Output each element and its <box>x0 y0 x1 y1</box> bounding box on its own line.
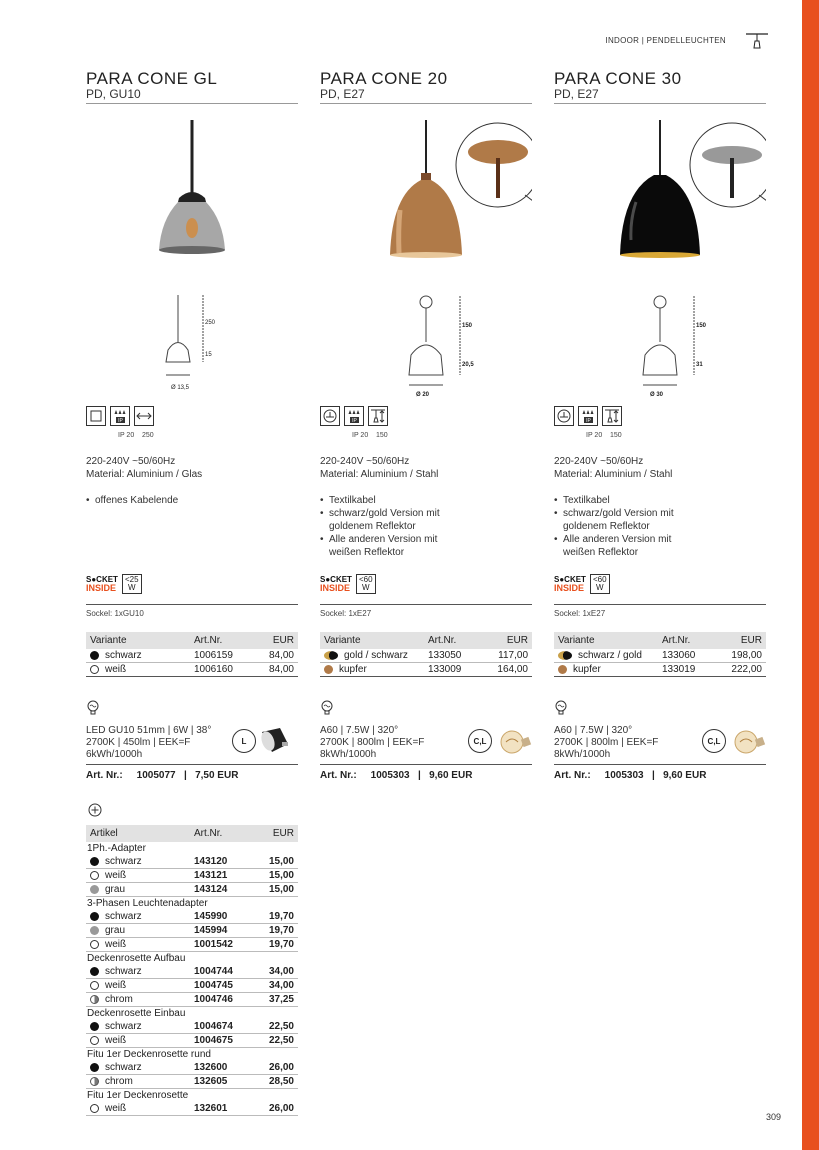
feature-text: Alle anderen Version mit <box>563 534 672 545</box>
feature-text: schwarz/gold Version mit <box>563 508 674 519</box>
bullet-dot <box>554 546 563 559</box>
variant-name: weiß <box>105 664 127 675</box>
cable-length-icon <box>134 406 154 426</box>
variant-name: schwarz / gold <box>578 650 642 661</box>
accessory-artnr: 1004675 <box>194 1035 233 1046</box>
socket-logo-bottom: INSIDE <box>320 583 351 593</box>
variant-table <box>554 632 766 677</box>
socket-inside-mark <box>86 576 118 592</box>
accessory-price: 22,50 <box>268 1035 294 1046</box>
variant-row[interactable] <box>554 649 766 663</box>
accessory-artnr: 132600 <box>194 1062 228 1073</box>
accessory-cell <box>90 980 194 991</box>
product-subtitle: PD, E27 <box>554 87 766 104</box>
variant-row[interactable] <box>554 663 766 677</box>
color-swatch-icon <box>90 665 99 674</box>
accessory-color: weiß <box>105 1103 127 1114</box>
feature-text: Textilkabel <box>329 495 376 506</box>
material-text: Material: Aluminium / Stahl <box>320 469 439 480</box>
bullet-dot: • <box>320 495 324 506</box>
lightbulb-icon <box>86 700 100 716</box>
feature-item <box>320 533 520 546</box>
lamp-line: A60 | 7.5W | 320° <box>554 725 633 736</box>
feature-text: goldenem Reflektor <box>329 521 416 532</box>
svg-text:IP: IP <box>352 418 357 424</box>
accessory-artnr: 1001542 <box>194 939 233 950</box>
color-swatch-icon <box>90 1022 99 1031</box>
material-text: Material: Aluminium / Glas <box>86 469 203 480</box>
accessory-row[interactable] <box>86 869 298 883</box>
color-swatch-icon <box>90 1077 99 1086</box>
variant-artnr: 1006159 <box>194 650 233 661</box>
accessory-row[interactable] <box>86 910 298 924</box>
pendant-lamp-icon <box>746 33 768 49</box>
dimension-drawing <box>320 290 532 400</box>
accessories-table <box>86 825 298 1116</box>
bullet-dot: • <box>554 534 558 545</box>
variant-cell <box>558 650 662 661</box>
col-eur: EUR <box>272 828 294 839</box>
accessory-group-title: Fitu 1er Deckenrosette rund <box>87 1049 211 1060</box>
color-swatch-icon <box>90 1063 99 1072</box>
accessory-artnr: 1004745 <box>194 980 233 991</box>
watt-unit: W <box>127 583 136 592</box>
accessory-row[interactable] <box>86 1102 298 1116</box>
feature-list <box>554 494 754 559</box>
max-watt-value: <60 <box>358 575 373 584</box>
dim-height-label: 250 <box>205 320 216 326</box>
socket-logo-top: S●CKET <box>320 575 352 584</box>
dimmable-badge-icon: C,L <box>468 729 492 753</box>
lamp-line: 8kWh/1000h <box>320 749 377 760</box>
accessory-price: 34,00 <box>268 980 294 991</box>
accessory-group-title: Deckenrosette Einbau <box>87 1008 186 1019</box>
variant-row[interactable] <box>320 663 532 677</box>
color-swatch-icon <box>90 926 99 935</box>
variant-name: schwarz <box>105 650 142 661</box>
socket-inside-logo <box>554 574 610 594</box>
variant-price: 198,00 <box>731 650 762 661</box>
earth-ground-icon <box>554 406 574 426</box>
col-variant: Variante <box>90 635 127 646</box>
variant-cell <box>324 650 428 661</box>
col-article: Artikel <box>90 828 118 839</box>
symbol-labels: IP 20 150 <box>586 432 622 439</box>
lamp-line: 2700K | 800lm | EEK=F <box>554 737 659 748</box>
filament-bulb-image <box>498 724 532 763</box>
color-swatch-icon <box>324 651 338 660</box>
accessory-color: weiß <box>105 1035 127 1046</box>
color-swatch-icon <box>90 940 99 949</box>
ip-rating-icon <box>344 406 364 426</box>
feature-text: schwarz/gold Version mit <box>329 508 440 519</box>
variant-price: 117,00 <box>498 650 528 661</box>
max-watt-value: <60 <box>592 575 607 584</box>
accessory-color: weiß <box>105 980 127 991</box>
lamp-article <box>554 764 766 781</box>
color-swatch-icon <box>90 1104 99 1113</box>
svg-text:IP: IP <box>118 418 123 424</box>
variant-row[interactable] <box>86 663 298 677</box>
specifications <box>86 455 202 481</box>
lamp-line: 2700K | 800lm | EEK=F <box>320 737 425 748</box>
accessory-price: 34,00 <box>268 966 294 977</box>
lamp-line: 6kWh/1000h <box>86 749 143 760</box>
variant-artnr: 133050 <box>428 650 462 661</box>
feature-text: weißen Reflektor <box>329 547 405 558</box>
accessory-group-title: Fitu 1er Deckenrosette <box>87 1090 189 1101</box>
variant-row[interactable] <box>86 649 298 663</box>
accessories-header <box>86 825 298 842</box>
accessory-cell <box>90 994 194 1005</box>
accessory-color: weiß <box>105 870 127 881</box>
accessory-color: schwarz <box>105 1062 142 1073</box>
product-column-2 <box>320 70 532 104</box>
product-column-3 <box>554 70 766 104</box>
variant-table <box>320 632 532 677</box>
color-swatch-icon <box>90 857 99 866</box>
lamp-art-value: 1005303 | 9,60 EUR <box>370 770 473 781</box>
color-swatch-icon <box>90 981 99 990</box>
watt-unit: W <box>595 583 604 592</box>
variant-price: 84,00 <box>268 664 294 675</box>
accessory-color: schwarz <box>105 856 142 867</box>
feature-item <box>554 533 754 546</box>
orange-edge-bar <box>802 0 819 1150</box>
accessory-color: grau <box>105 884 126 895</box>
bullet-dot: • <box>86 495 90 506</box>
feature-list <box>86 494 286 507</box>
max-watt-box <box>356 574 376 594</box>
protection-class-icon <box>86 406 106 426</box>
dimmable-badge-icon: L <box>232 729 256 753</box>
lamp-line: LED GU10 51mm | 6W | 38° <box>86 725 212 736</box>
socket-inside-mark <box>320 576 352 592</box>
col-artnr: Art.Nr. <box>428 635 457 646</box>
variant-price: 222,00 <box>731 664 762 675</box>
accessory-row[interactable] <box>86 1034 298 1048</box>
variant-row[interactable] <box>320 649 532 663</box>
dim-height-label: 150 <box>462 323 473 329</box>
lamp-article <box>86 764 298 781</box>
lamp-line: A60 | 7.5W | 320° <box>320 725 399 736</box>
lamp-article <box>320 764 532 781</box>
bullet-dot: • <box>554 495 558 506</box>
accessory-artnr: 132601 <box>194 1103 228 1114</box>
col-variant: Variante <box>324 635 361 646</box>
max-watt-box <box>122 574 142 594</box>
accessory-row[interactable] <box>86 938 298 952</box>
ip-rating-icon <box>578 406 598 426</box>
variant-name: kupfer <box>339 664 367 675</box>
product-column-1 <box>86 70 298 104</box>
dimension-drawing <box>554 290 766 400</box>
dim-shade-label: 20,5 <box>462 362 474 368</box>
variant-artnr: 133019 <box>662 664 696 675</box>
lamp-description <box>86 725 211 761</box>
lamp-description <box>320 725 424 761</box>
accessory-color: chrom <box>105 994 133 1005</box>
accessory-artnr: 132605 <box>194 1076 228 1087</box>
material-text: Material: Aluminium / Stahl <box>554 469 673 480</box>
accessory-color: schwarz <box>105 911 142 922</box>
variant-cell <box>324 664 428 675</box>
accessory-cell <box>90 870 194 881</box>
color-swatch-icon <box>90 1036 99 1045</box>
feature-text: Textilkabel <box>563 495 610 506</box>
dimmable-badge-icon: C,L <box>702 729 726 753</box>
lamp-art-label: Art. Nr.: <box>554 770 591 781</box>
accessory-color: grau <box>105 925 126 936</box>
feature-text: goldenem Reflektor <box>563 521 650 532</box>
color-swatch-icon <box>90 651 99 660</box>
feature-text: weißen Reflektor <box>563 547 639 558</box>
symbol-icons-row <box>554 406 622 426</box>
color-swatch-icon <box>90 885 99 894</box>
lamp-description <box>554 725 658 761</box>
product-title: PARA CONE 20 <box>320 69 448 88</box>
accessory-price: 28,50 <box>268 1076 294 1087</box>
accessory-cell <box>90 939 194 950</box>
accessory-color: schwarz <box>105 1021 142 1032</box>
product-title: PARA CONE GL <box>86 69 218 88</box>
color-swatch-icon <box>324 665 333 674</box>
variant-table <box>86 632 298 677</box>
accessory-artnr: 1004744 <box>194 966 233 977</box>
lamp-line: 8kWh/1000h <box>554 749 611 760</box>
accessory-row[interactable] <box>86 965 298 979</box>
lightbulb-icon <box>554 700 568 716</box>
accessory-cell <box>90 966 194 977</box>
variant-price: 164,00 <box>497 664 528 675</box>
dimension-drawing <box>86 290 298 400</box>
accessory-artnr: 145994 <box>194 925 228 936</box>
bullet-dot <box>320 546 329 559</box>
accessory-color: chrom <box>105 1076 133 1087</box>
feature-item <box>320 507 520 520</box>
voltage-text: 220-240V ~50/60Hz <box>554 456 644 467</box>
plus-circle-icon <box>88 803 102 817</box>
accessory-artnr: 143121 <box>194 870 228 881</box>
accessory-cell <box>90 1062 194 1073</box>
lamp-art-label: Art. Nr.: <box>320 770 357 781</box>
lamp-art-value: 1005077 | 7,50 EUR <box>136 770 239 781</box>
category-header: INDOOR | PENDELLEUCHTEN <box>605 36 726 45</box>
feature-item <box>320 520 520 533</box>
socket-type: Sockel: 1xGU10 <box>86 604 298 618</box>
voltage-text: 220-240V ~50/60Hz <box>86 456 176 467</box>
color-swatch-icon <box>90 912 99 921</box>
dim-height-label: 150 <box>696 323 707 329</box>
feature-text: Alle anderen Version mit <box>329 534 438 545</box>
col-artnr: Art.Nr. <box>194 635 223 646</box>
col-artnr: Art.Nr. <box>662 635 691 646</box>
variant-table-header <box>320 632 532 649</box>
col-eur: EUR <box>740 635 762 646</box>
accessory-price: 19,70 <box>268 911 294 922</box>
variant-artnr: 133009 <box>428 664 462 675</box>
accessory-price: 15,00 <box>268 856 294 867</box>
ip-rating-icon <box>110 406 130 426</box>
variant-name: gold / schwarz <box>344 650 408 661</box>
socket-type: Sockel: 1xE27 <box>320 604 532 618</box>
col-artnr: Art.Nr. <box>194 828 223 839</box>
page-number: 309 <box>765 1112 781 1122</box>
bullet-dot: • <box>320 508 324 519</box>
bullet-dot <box>554 520 563 533</box>
socket-logo-bottom: INSIDE <box>86 583 117 593</box>
accessory-price: 37,25 <box>268 994 294 1005</box>
feature-item <box>320 546 520 559</box>
specifications <box>320 455 438 481</box>
lamp-line: 2700K | 450lm | EEK=F <box>86 737 191 748</box>
voltage-text: 220-240V ~50/60Hz <box>320 456 410 467</box>
accessory-row[interactable] <box>86 883 298 897</box>
bullet-dot: • <box>320 534 324 545</box>
feature-text: offenes Kabelende <box>95 495 179 506</box>
product-subtitle: PD, E27 <box>320 87 532 104</box>
accessory-cell <box>90 911 194 922</box>
accessory-artnr: 1004746 <box>194 994 233 1005</box>
suspension-length-icon <box>602 406 622 426</box>
watt-unit: W <box>361 583 370 592</box>
lamp-art-label: Art. Nr.: <box>86 770 123 781</box>
feature-item <box>554 507 754 520</box>
accessory-row[interactable] <box>86 855 298 869</box>
variant-cell <box>90 664 194 675</box>
accessory-price: 26,00 <box>268 1062 294 1073</box>
color-swatch-icon <box>558 665 567 674</box>
accessory-row[interactable] <box>86 993 298 1007</box>
col-eur: EUR <box>272 635 294 646</box>
accessory-artnr: 1004674 <box>194 1021 233 1032</box>
accessory-cell <box>90 1076 194 1087</box>
accessory-artnr: 143124 <box>194 884 228 895</box>
accessory-row[interactable] <box>86 1061 298 1075</box>
socket-logo-top: S●CKET <box>86 575 118 584</box>
feature-item <box>554 520 754 533</box>
accessory-artnr: 143120 <box>194 856 228 867</box>
accessory-row[interactable] <box>86 924 298 938</box>
col-variant: Variante <box>558 635 595 646</box>
socket-logo-bottom: INSIDE <box>554 583 585 593</box>
accessory-price: 26,00 <box>268 1103 294 1114</box>
socket-inside-logo <box>320 574 376 594</box>
variant-table-header <box>554 632 766 649</box>
led-spot-image <box>258 724 292 763</box>
symbol-icons-row <box>86 406 154 426</box>
accessory-color: weiß <box>105 939 127 950</box>
accessory-price: 19,70 <box>268 939 294 950</box>
feature-list <box>320 494 520 559</box>
color-swatch-icon <box>558 651 572 660</box>
symbol-labels: IP 20 150 <box>352 432 388 439</box>
product-title: PARA CONE 30 <box>554 69 682 88</box>
dim-shade-label: 15 <box>205 352 212 358</box>
earth-ground-icon <box>320 406 340 426</box>
dim-diameter-label: Ø 30 <box>650 392 664 398</box>
accessory-cell <box>90 1021 194 1032</box>
product-photo <box>320 120 532 270</box>
accessory-cell <box>90 1035 194 1046</box>
feature-item <box>320 494 520 507</box>
accessory-group-title: Deckenrosette Aufbau <box>87 953 186 964</box>
symbol-labels: IP 20 250 <box>118 432 154 439</box>
accessory-group-title: 3-Phasen Leuchtenadapter <box>87 898 208 909</box>
feature-item <box>86 494 286 507</box>
specifications <box>554 455 672 481</box>
max-watt-box <box>590 574 610 594</box>
accessory-row[interactable] <box>86 1020 298 1034</box>
feature-item <box>554 546 754 559</box>
lamp-art-value: 1005303 | 9,60 EUR <box>604 770 707 781</box>
bullet-dot <box>320 520 329 533</box>
variant-artnr: 1006160 <box>194 664 233 675</box>
accessory-price: 15,00 <box>268 884 294 895</box>
accessory-row[interactable] <box>86 1075 298 1089</box>
socket-inside-logo <box>86 574 142 594</box>
max-watt-value: <25 <box>124 575 139 584</box>
variant-cell <box>90 650 194 661</box>
dim-diameter-label: Ø 20 <box>416 392 430 398</box>
product-subtitle: PD, GU10 <box>86 87 298 104</box>
variant-price: 84,00 <box>268 650 294 661</box>
variant-table-header <box>86 632 298 649</box>
accessory-row[interactable] <box>86 979 298 993</box>
accessory-cell <box>90 884 194 895</box>
col-eur: EUR <box>506 635 528 646</box>
accessory-cell <box>90 1103 194 1114</box>
bullet-dot: • <box>554 508 558 519</box>
accessory-cell <box>90 925 194 936</box>
feature-item <box>554 494 754 507</box>
variant-name: kupfer <box>573 664 601 675</box>
symbol-icons-row <box>320 406 388 426</box>
color-swatch-icon <box>90 967 99 976</box>
lightbulb-icon <box>320 700 334 716</box>
accessory-price: 22,50 <box>268 1021 294 1032</box>
socket-inside-mark <box>554 576 586 592</box>
accessory-cell <box>90 856 194 867</box>
dim-diameter-label: Ø 13,5 <box>171 385 190 391</box>
color-swatch-icon <box>90 871 99 880</box>
product-photo <box>554 120 766 270</box>
accessory-artnr: 145990 <box>194 911 228 922</box>
socket-type: Sockel: 1xE27 <box>554 604 766 618</box>
filament-bulb-image <box>732 724 766 763</box>
svg-text:IP: IP <box>586 418 591 424</box>
variant-cell <box>558 664 662 675</box>
accessory-price: 19,70 <box>268 925 294 936</box>
accessory-color: schwarz <box>105 966 142 977</box>
socket-logo-top: S●CKET <box>554 575 586 584</box>
color-swatch-icon <box>90 995 99 1004</box>
suspension-length-icon <box>368 406 388 426</box>
accessory-group-title: 1Ph.-Adapter <box>87 843 146 854</box>
dim-shade-label: 31 <box>696 362 703 368</box>
variant-artnr: 133060 <box>662 650 696 661</box>
product-photo <box>86 120 298 270</box>
accessory-price: 15,00 <box>268 870 294 881</box>
